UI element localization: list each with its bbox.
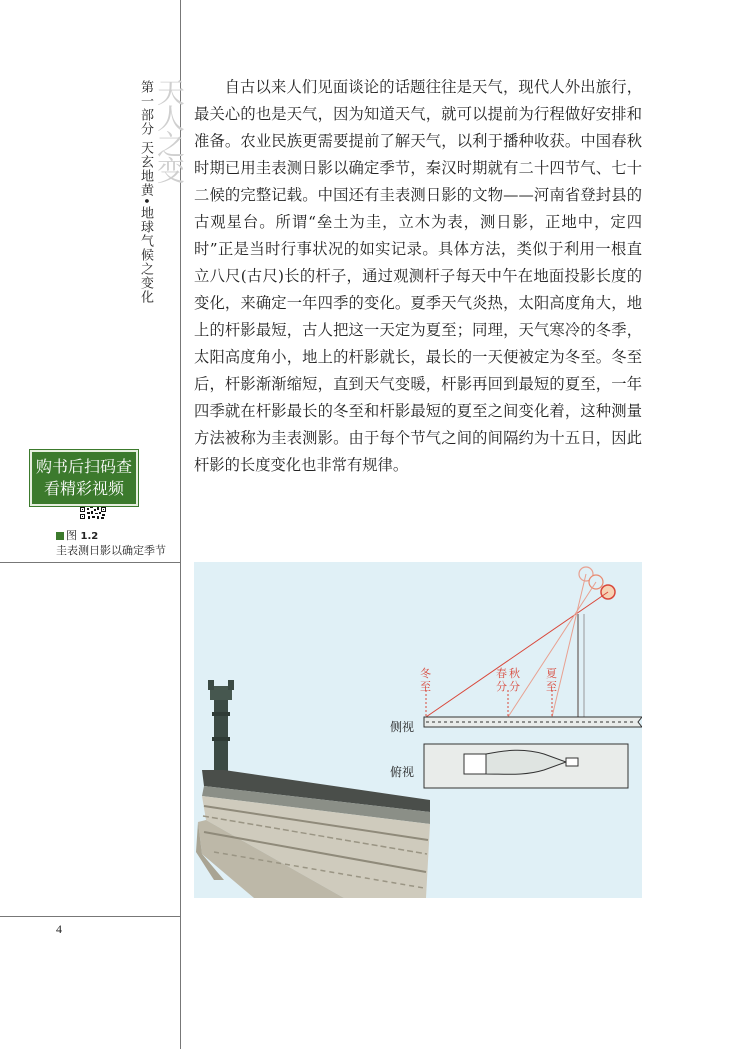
- page-number: 4: [56, 922, 62, 936]
- bullet-separator: •: [138, 197, 153, 206]
- side-view-bar: [424, 717, 642, 727]
- part-title: 天玄地黄: [138, 141, 153, 198]
- label-spring-equinox-2: 分: [496, 680, 507, 693]
- figure-caption: [56, 529, 166, 558]
- gnomon-figure: [194, 562, 642, 898]
- figure-caption-text: 圭表测日影以确定季节: [56, 544, 166, 557]
- gnomon-illustration: [194, 562, 642, 898]
- video-promo-banner[interactable]: [30, 450, 138, 506]
- label-spring-equinox-1: 春: [496, 667, 507, 680]
- label-summer-solstice-1: 夏: [546, 667, 557, 680]
- label-winter-solstice-2: 至: [420, 680, 431, 693]
- figure-number: 1.2: [80, 531, 99, 542]
- label-top-view: 俯视: [390, 765, 415, 779]
- sidebar-rule: [0, 562, 180, 563]
- body-paragraph: 自古以来人们见面谈论的话题往往是天气，现代人外出旅行，最关心的也是天气，因为知道天气，就可以提前为行程做好安排和准备。农业民族更需要提前了解天气，以利于播种收获。中国春秋时期已用圭表测日影以确定季节，秦汉时期就有二十四节气、七十二候的完整记载。中国还有圭表测日影的文物——河南省登封县的古观星台。所谓“垒土为圭，立木为表，测日影，正地中，定四时”正是当时行事状况的如实记录。具体方法，类似于利用一根直立八尺(古尺)长的杆子，通过观测杆子每天中午在地面投影长度的变化，来确定一年四季的变化。夏季天气炎热，太阳高度角大，地上的杆影最短，古人把这一天定为夏至；同理，天气寒冷的冬季，太阳高度角小，地上的杆影就长，最长的一天便被定为冬至。冬至后，杆影渐渐缩短，直到天气变暖，杆影再回到最短的夏至，一年四季就在杆影最长的冬至和杆影最短的夏至之间变化着，这种测量方法被称为圭表测影。由于每个节气之间的间隔约为十五日，因此杆影的长度变化也非常有规律。: [194, 78, 642, 474]
- label-side-view: 侧视: [390, 720, 415, 734]
- promo-line-2: 看精彩视频: [43, 479, 124, 498]
- figure-label: 图: [66, 529, 77, 542]
- label-summer-solstice-2: 至: [546, 680, 557, 693]
- part-label: 第一部分: [138, 80, 153, 136]
- caption-marker-icon: [56, 532, 64, 540]
- qr-code-icon[interactable]: [80, 507, 106, 519]
- label-autumn-equinox-1: 秋: [509, 667, 520, 680]
- label-winter-solstice-1: 冬: [420, 667, 431, 680]
- promo-line-1: 购书后扫码查: [35, 457, 132, 476]
- footer-rule: [0, 916, 180, 917]
- section-title: 地球气候之变化: [138, 205, 153, 304]
- chapter-title: 天人之变: [153, 78, 186, 182]
- part-heading: [138, 80, 153, 304]
- label-autumn-equinox-2: 分: [509, 680, 520, 693]
- top-view-bar: [424, 744, 628, 788]
